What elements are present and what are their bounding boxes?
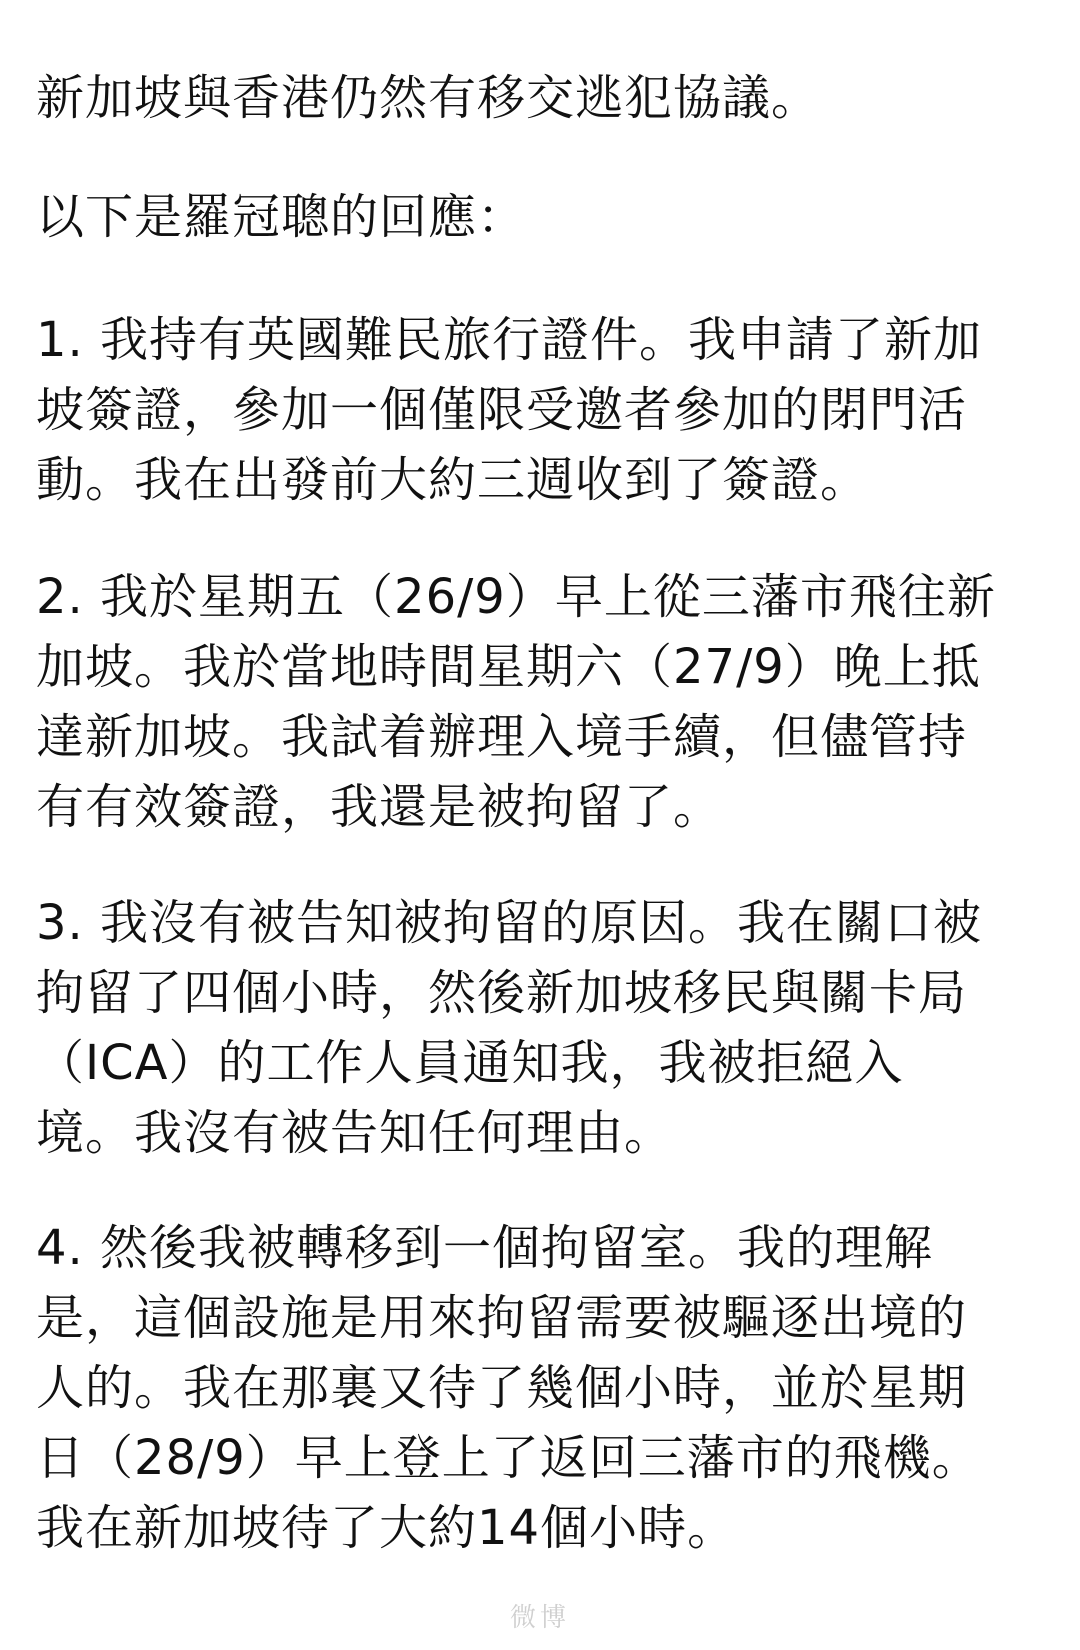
point-3-line-2: 拘留了四個小時，然後新加坡移民與關卡局 <box>36 965 968 1021</box>
point-4-line-1: 4. 然後我被轉移到一個拘留室。我的理解 <box>36 1220 934 1276</box>
point-2-line-2: 加坡。我於當地時間星期六（27/9）晚上抵 <box>36 639 981 695</box>
point-2-line-3: 達新加坡。我試着辦理入境手續，但儘管持 <box>36 709 968 765</box>
point-4-line-2: 是，這個設施是用來拘留需要被驅逐出境的 <box>36 1290 968 1346</box>
paragraph-heading-line: 以下是羅冠聰的回應： <box>36 189 527 245</box>
point-4-line-4: 日（28/9）早上登上了返回三藩市的飛機。 <box>36 1430 981 1486</box>
point-4-line-5: 我在新加坡待了大約14個小時。 <box>36 1500 737 1556</box>
watermark: 微博 <box>509 1603 570 1633</box>
point-2-line-4: 有有效簽證，我還是被拘留了。 <box>36 779 723 835</box>
point-2-line-1: 2. 我於星期五（26/9）早上從三藩市飛往新 <box>36 569 996 625</box>
point-4-line-3: 人的。我在那裏又待了幾個小時，並於星期 <box>36 1360 968 1416</box>
point-1-line-1: 1. 我持有英國難民旅行證件。我申請了新加 <box>36 312 983 368</box>
point-3-line-3: （ICA）的工作人員通知我，我被拒絕入 <box>36 1035 904 1091</box>
point-3-line-1: 3. 我沒有被告知被拘留的原因。我在關口被 <box>36 895 983 951</box>
point-3-line-4: 境。我沒有被告知任何理由。 <box>36 1105 674 1161</box>
point-1-line-2: 坡簽證，參加一個僅限受邀者參加的閉門活 <box>36 382 968 438</box>
point-1-line-3: 動。我在出發前大約三週收到了簽證。 <box>36 452 870 508</box>
paragraph-intro-line: 新加坡與香港仍然有移交逃犯協議。 <box>36 70 821 126</box>
